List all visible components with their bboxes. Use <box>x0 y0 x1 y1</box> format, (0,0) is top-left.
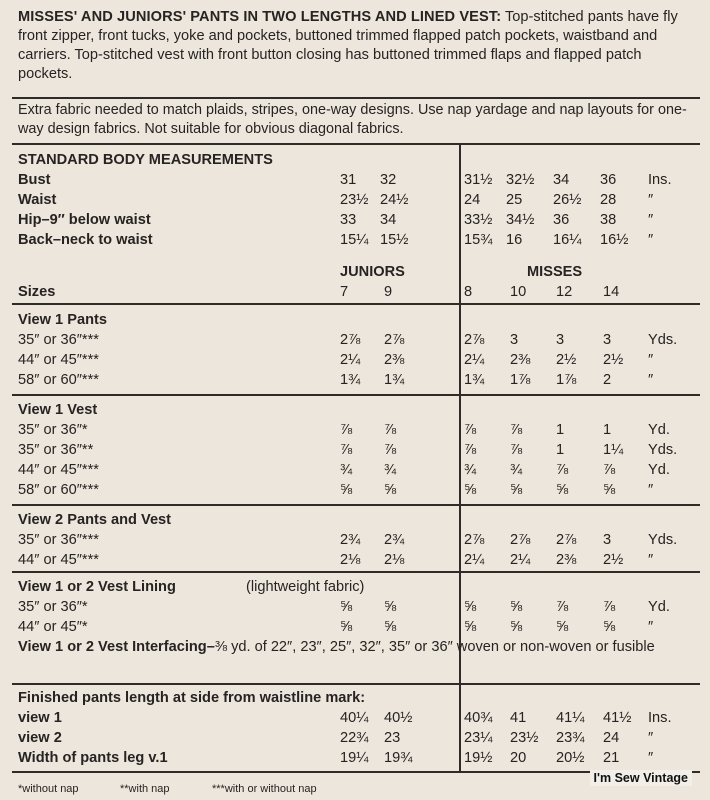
table-cell: 20½ <box>556 750 585 766</box>
table-row <box>18 577 698 597</box>
description-body: Top-stitched pants have fly front zipper, front tucks, yoke and pockets, buttoned trimmed flapped patch pockets, waistband and carriers. Top-stitched vest with front button closing has buttoned trimmed flaps and flapped patch pockets. <box>18 9 678 82</box>
divider <box>12 504 700 506</box>
table-cell: 15¾ <box>464 232 493 248</box>
unit-label: Yds. <box>648 442 678 458</box>
table-row <box>18 510 698 530</box>
table-cell: 38 <box>600 212 617 228</box>
table-cell: 2⅞ <box>464 332 485 348</box>
table-cell: 2½ <box>603 552 624 568</box>
table-cell: ⅞ <box>556 462 569 478</box>
fabric-note: Extra fabric needed to match plaids, stripes, one-way designs. Use nap yardage and nap layouts for one-way design fabrics. Not suitable for obvious diagonal fabrics. <box>18 102 687 137</box>
table-cell: 2⅜ <box>556 552 577 568</box>
table-cell: 41¼ <box>556 710 585 726</box>
table-cell: 23½ <box>510 730 539 746</box>
table-cell: 12 <box>556 284 573 300</box>
pattern-description <box>18 8 698 84</box>
table-cell: 40¼ <box>340 710 369 726</box>
table-cell: ⅞ <box>603 599 616 615</box>
table-cell: ¾ <box>464 462 477 478</box>
row-label: 44″ or 45″*** <box>18 462 99 478</box>
row-label: 58″ or 60″*** <box>18 372 99 388</box>
table-cell: ⅞ <box>384 442 397 458</box>
table-cell: 16½ <box>600 232 629 248</box>
row-label: 35″ or 36″* <box>18 422 88 438</box>
table-row <box>18 282 698 302</box>
table-cell: 2½ <box>603 352 624 368</box>
table-cell: ⅝ <box>340 599 353 615</box>
table-cell: ⅝ <box>340 482 353 498</box>
table-cell: ⅞ <box>464 442 477 458</box>
footnote-with-or-without-nap: ***with or without nap <box>212 783 317 795</box>
table-row <box>18 310 698 330</box>
table-cell: ⅞ <box>340 422 353 438</box>
unit-label: Yd. <box>648 599 670 615</box>
unit-label: ″ <box>648 352 654 368</box>
table-cell: 16 <box>506 232 523 248</box>
row-label: 35″ or 36″*** <box>18 532 99 548</box>
watermark: I'm Sew Vintage <box>590 770 692 786</box>
row-label: Bust <box>18 172 51 188</box>
table-cell: 24½ <box>380 192 409 208</box>
table-cell: 31 <box>340 172 357 188</box>
table-row <box>18 350 698 370</box>
table-cell: 23¼ <box>464 730 493 746</box>
table-cell: ⅝ <box>510 599 523 615</box>
table-cell: ⅝ <box>556 619 569 635</box>
table-cell: 2⅞ <box>384 332 405 348</box>
unit-label: Yd. <box>648 422 670 438</box>
table-cell: ⅝ <box>556 482 569 498</box>
table-cell: 3 <box>510 332 519 348</box>
unit-label: ″ <box>648 552 654 568</box>
table-row <box>18 550 698 570</box>
section-title-note: (lightweight fabric) <box>246 579 365 595</box>
table-row <box>18 150 698 170</box>
unit-label: ″ <box>648 212 654 228</box>
interfacing-title: View 1 or 2 Vest Interfacing– <box>18 639 215 655</box>
interfacing-text: ⅜ yd. of 22″, 23″, 25″, 32″, 35″ or 36″ woven or non-woven or fusible <box>214 639 655 655</box>
table-row <box>18 460 698 480</box>
table-cell: 20 <box>510 750 527 766</box>
row-label: Finished pants length at side from waistline mark: <box>18 690 366 706</box>
divider <box>12 143 700 145</box>
row-label: STANDARD BODY MEASUREMENTS <box>18 152 273 168</box>
table-cell: ⅝ <box>464 599 477 615</box>
row-label: 35″ or 36″*** <box>18 332 99 348</box>
table-cell: 33½ <box>464 212 493 228</box>
unit-label: ″ <box>648 192 654 208</box>
table-cell: 2¾ <box>384 532 405 548</box>
table-cell: 2¼ <box>464 552 485 568</box>
table-cell: 2 <box>603 372 612 388</box>
row-label: View 1 Pants <box>18 312 107 328</box>
table-cell: 36 <box>553 212 570 228</box>
table-cell: ⅝ <box>464 482 477 498</box>
table-cell: 2⅛ <box>340 552 361 568</box>
table-cell: 14 <box>603 284 620 300</box>
table-cell: 23¾ <box>556 730 585 746</box>
row-label: View 1 or 2 Vest Lining <box>18 579 176 595</box>
divider <box>12 394 700 396</box>
table-row <box>18 597 698 617</box>
table-cell: 3 <box>556 332 565 348</box>
table-cell: 40½ <box>384 710 413 726</box>
table-cell: 24 <box>464 192 481 208</box>
table-cell: 1⅞ <box>556 372 577 388</box>
table-cell: 1⅞ <box>510 372 531 388</box>
table-cell: 9 <box>384 284 393 300</box>
table-row <box>18 190 698 210</box>
table-cell: 8 <box>464 284 473 300</box>
table-cell: 3 <box>603 532 612 548</box>
row-label: view 2 <box>18 730 62 746</box>
juniors-header: JUNIORS <box>340 264 405 280</box>
row-label: Waist <box>18 192 57 208</box>
table-cell: ⅞ <box>340 442 353 458</box>
table-cell: 22¾ <box>340 730 369 746</box>
table-row <box>18 420 698 440</box>
table-cell: 1¾ <box>384 372 405 388</box>
table-cell: 21 <box>603 750 620 766</box>
row-label: 35″ or 36″** <box>18 442 94 458</box>
table-row <box>18 617 698 637</box>
table-cell: ⅝ <box>340 619 353 635</box>
table-cell: 3 <box>603 332 612 348</box>
table-cell: 2¾ <box>340 532 361 548</box>
table-cell: ⅝ <box>603 619 616 635</box>
table-cell: ⅞ <box>556 599 569 615</box>
table-row <box>18 728 698 748</box>
table-cell: ⅞ <box>510 422 523 438</box>
table-row <box>18 210 698 230</box>
table-cell: 2⅛ <box>384 552 405 568</box>
row-label: 58″ or 60″*** <box>18 482 99 498</box>
table-cell: ⅝ <box>464 619 477 635</box>
table-row <box>18 530 698 550</box>
table-cell: 16¼ <box>553 232 582 248</box>
unit-label: ″ <box>648 619 654 635</box>
table-cell: 40¾ <box>464 710 493 726</box>
table-cell: ⅞ <box>510 442 523 458</box>
table-cell: 36 <box>600 172 617 188</box>
unit-label: ″ <box>648 750 654 766</box>
footnote-with-nap: **with nap <box>120 783 170 795</box>
table-cell: 31½ <box>464 172 493 188</box>
table-cell: 15½ <box>380 232 409 248</box>
table-row <box>18 230 698 250</box>
row-label: View 1 Vest <box>18 402 98 418</box>
table-row <box>18 480 698 500</box>
table-cell: 2¼ <box>340 352 361 368</box>
table-cell: 41 <box>510 710 527 726</box>
table-cell: 2⅞ <box>556 532 577 548</box>
table-cell: 25 <box>506 192 523 208</box>
interfacing-row <box>18 637 698 677</box>
table-row <box>18 262 698 282</box>
table-cell: 1 <box>556 442 565 458</box>
table-cell: 28 <box>600 192 617 208</box>
row-label: Hip–9″ below waist <box>18 212 151 228</box>
unit-label: Yds. <box>648 532 678 548</box>
unit-label: Ins. <box>648 710 672 726</box>
table-cell: 24 <box>603 730 620 746</box>
table-row <box>18 440 698 460</box>
row-label: Width of pants leg v.1 <box>18 750 168 766</box>
table-cell: 2⅜ <box>384 352 405 368</box>
row-label: 35″ or 36″* <box>18 599 88 615</box>
table-cell: 1¼ <box>603 442 624 458</box>
table-cell: 32 <box>380 172 397 188</box>
table-cell: 2⅜ <box>510 352 531 368</box>
table-cell: ⅝ <box>384 619 397 635</box>
unit-label: ″ <box>648 232 654 248</box>
table-cell: 19½ <box>464 750 493 766</box>
table-cell: 26½ <box>553 192 582 208</box>
table-cell: ⅝ <box>510 482 523 498</box>
table-cell: 2⅞ <box>464 532 485 548</box>
table-cell: 19¾ <box>384 750 413 766</box>
misses-header: MISSES <box>527 264 583 280</box>
table-cell: 1¾ <box>340 372 361 388</box>
table-cell: 2⅞ <box>510 532 531 548</box>
divider <box>12 97 700 99</box>
table-cell: 7 <box>340 284 349 300</box>
row-label: 44″ or 45″*** <box>18 552 99 568</box>
table-cell: 2¼ <box>510 552 531 568</box>
table-cell: ⅝ <box>603 482 616 498</box>
table-cell: ⅝ <box>384 482 397 498</box>
unit-label: Ins. <box>648 172 672 188</box>
table-cell: 23 <box>384 730 401 746</box>
row-label: 44″ or 45″*** <box>18 352 99 368</box>
table-row <box>18 330 698 350</box>
row-label: Back–neck to waist <box>18 232 153 248</box>
table-cell: ⅝ <box>510 619 523 635</box>
table-cell: 1 <box>603 422 612 438</box>
table-cell: 41½ <box>603 710 632 726</box>
unit-label: ″ <box>648 730 654 746</box>
table-cell: 1 <box>556 422 565 438</box>
table-row <box>18 400 698 420</box>
table-cell: 15¼ <box>340 232 369 248</box>
table-cell: ⅞ <box>384 422 397 438</box>
table-cell: 33 <box>340 212 357 228</box>
description-heading: MISSES' AND JUNIORS' PANTS IN TWO LENGTHS AND LINED VEST: <box>18 9 502 25</box>
table-cell: 2⅞ <box>340 332 361 348</box>
table-cell: 2½ <box>556 352 577 368</box>
table-row <box>18 748 698 768</box>
table-cell: ¾ <box>384 462 397 478</box>
unit-label: Yd. <box>648 462 670 478</box>
unit-label: Yds. <box>648 332 678 348</box>
table-cell: ⅞ <box>464 422 477 438</box>
table-row <box>18 688 698 708</box>
divider <box>12 303 700 305</box>
row-label: View 2 Pants and Vest <box>18 512 172 528</box>
table-cell: 34 <box>553 172 570 188</box>
table-cell: 10 <box>510 284 527 300</box>
table-cell: ¾ <box>340 462 353 478</box>
table-cell: 32½ <box>506 172 535 188</box>
table-cell: ¾ <box>510 462 523 478</box>
table-row <box>18 708 698 728</box>
table-row <box>18 170 698 190</box>
divider <box>12 683 700 685</box>
table-cell: 2¼ <box>464 352 485 368</box>
table-cell: ⅝ <box>384 599 397 615</box>
footnote-without-nap: *without nap <box>18 783 79 795</box>
table-cell: 34½ <box>506 212 535 228</box>
row-label: view 1 <box>18 710 62 726</box>
divider <box>12 571 700 573</box>
table-cell: 1¾ <box>464 372 485 388</box>
table-row <box>18 370 698 390</box>
row-label: 44″ or 45″* <box>18 619 88 635</box>
table-cell: ⅞ <box>603 462 616 478</box>
row-label: Sizes <box>18 284 56 300</box>
unit-label: ″ <box>648 482 654 498</box>
table-cell: 34 <box>380 212 397 228</box>
table-cell: 23½ <box>340 192 369 208</box>
unit-label: ″ <box>648 372 654 388</box>
table-cell: 19¼ <box>340 750 369 766</box>
